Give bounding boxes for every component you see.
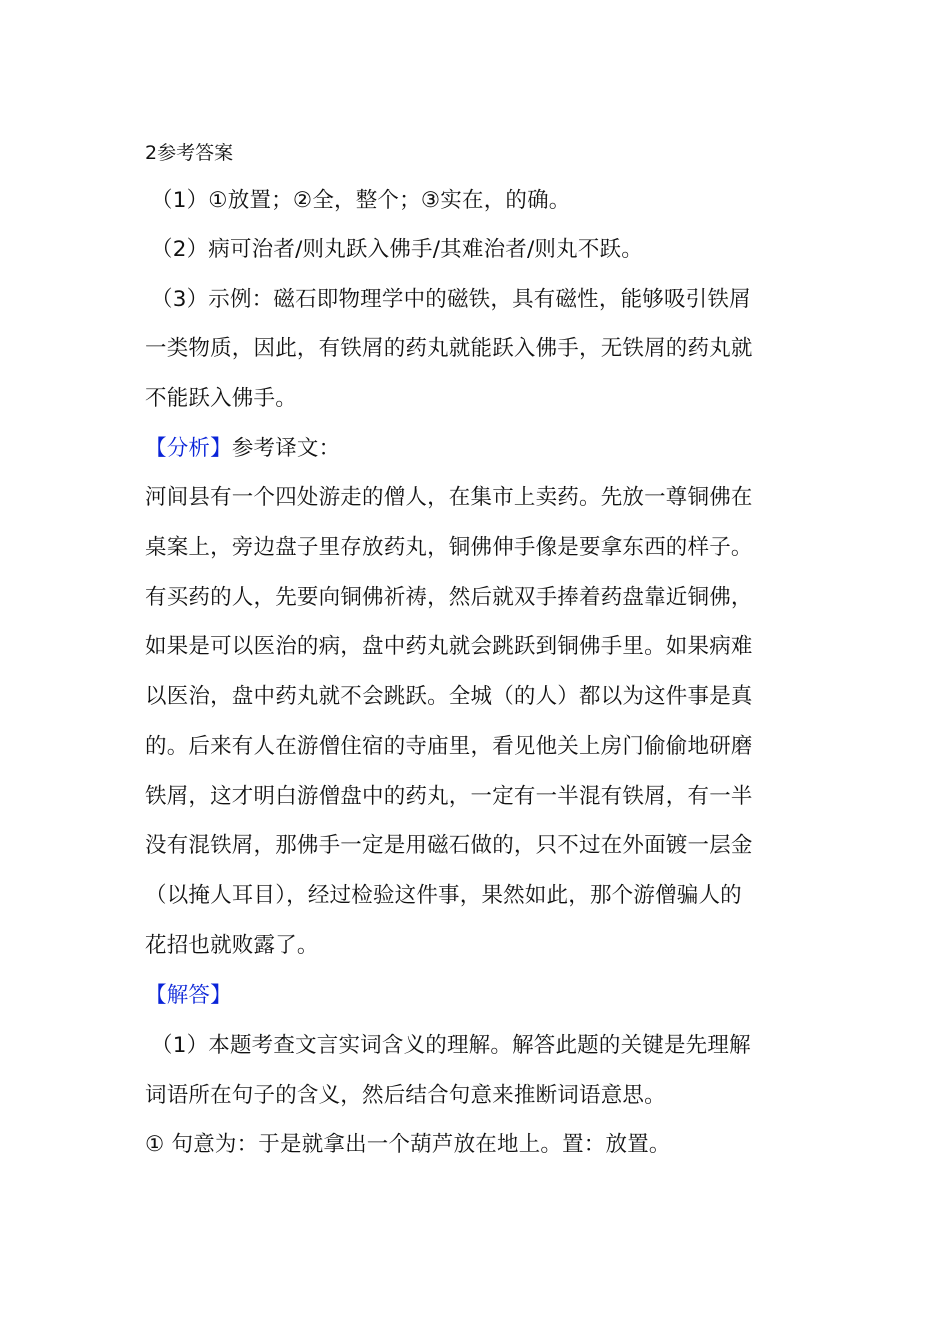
answer-2 <box>151 235 643 265</box>
translation-line: 没有混铁屑，那佛手一定是用磁石做的，只不过在外面镀一层金 <box>145 833 753 858</box>
solution-line: ① 句意为：于是就拿出一个葫芦放在地上。置：放置。 <box>145 1132 671 1157</box>
translation-line: 花招也就败露了。 <box>145 933 319 958</box>
answer-3-line-3: 不能跃入佛手。 <box>145 386 297 411</box>
translation-line: （以掩人耳目），经过检验这件事，果然如此，那个游僧骗人的 <box>145 883 742 908</box>
answer-3-text: 示例：磁石即物理学中的磁铁，具有磁性，能够吸引铁屑 <box>208 287 751 312</box>
solution-label: 【解答】 <box>145 983 232 1008</box>
translation-line: 河间县有一个四处游走的僧人，在集市上卖药。先放一尊铜佛在 <box>145 485 753 510</box>
analysis-intro: 参考译文： <box>231 436 341 461</box>
answer-3-label: （3） <box>151 287 209 312</box>
answer-2-text: 病可治者/则丸跃入佛手/其难治者/则丸不跃。 <box>208 237 643 262</box>
answer-3-line-1 <box>151 285 751 315</box>
solution-line: （1）本题考查文言实词含义的理解。解答此题的关键是先理解 <box>151 1033 751 1058</box>
translation-line: 的。后来有人在游僧住宿的寺庙里，看见他关上房门偷偷地研磨 <box>145 734 753 759</box>
translation-line: 桌案上，旁边盘子里存放药丸，铜佛伸手像是要拿东西的样子。 <box>145 535 753 560</box>
answer-1 <box>151 186 571 216</box>
translation-line: 如果是可以医治的病，盘中药丸就会跳跃到铜佛手里。如果病难 <box>145 634 753 659</box>
answer-2-label: （2） <box>151 237 209 262</box>
analysis-heading <box>145 434 340 464</box>
translation-line: 有买药的人，先要向铜佛祈祷，然后就双手捧着药盘靠近铜佛， <box>145 585 753 610</box>
answer-1-text: ①放置；②全，整个；③实在，的确。 <box>208 188 571 213</box>
answer-1-label: （1） <box>151 188 209 213</box>
translation-line: 以医治，盘中药丸就不会跳跃。全城（的人）都以为这件事是真 <box>145 684 753 709</box>
answer-heading: 2参考答案 <box>145 142 234 164</box>
translation-line: 铁屑，这才明白游僧盘中的药丸，一定有一半混有铁屑，有一半 <box>145 784 753 809</box>
solution-line: 词语所在句子的含义，然后结合句意来推断词语意思。 <box>145 1083 666 1108</box>
analysis-label: 【分析】 <box>145 436 232 461</box>
answer-3-line-2: 一类物质，因此，有铁屑的药丸就能跃入佛手，无铁屑的药丸就 <box>145 336 753 361</box>
